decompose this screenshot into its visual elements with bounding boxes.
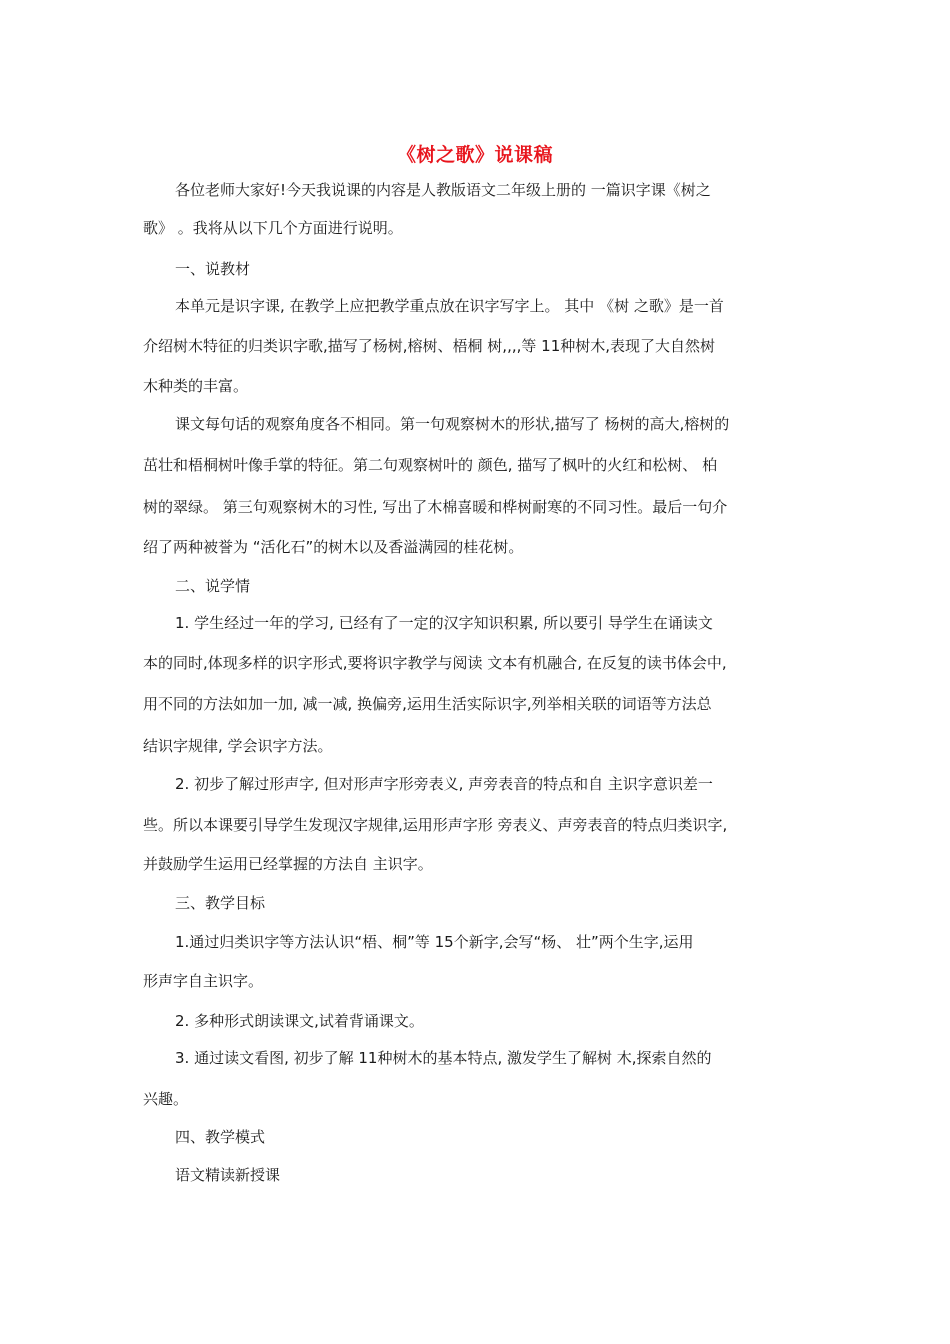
document-title: 《树之歌》说课稿 (396, 144, 553, 166)
paragraph-line: 1. 学生经过一年的学习, 已经有了一定的汉字知识积累, 所以要引 导学生在诵读文 (175, 614, 713, 632)
paragraph-line: 语文精读新授课 (175, 1166, 281, 1184)
paragraph-line: 树的翠绿。 第三句观察树木的习性, 写出了木棉喜暖和桦树耐寒的不同习性。最后一句介 (143, 498, 728, 516)
paragraph-line: 并鼓励学生运用已经掌握的方法自 主识字。 (143, 855, 433, 873)
section-heading: 四、教学模式 (175, 1128, 266, 1146)
paragraph-line: 形声字自主识字。 (143, 972, 264, 990)
paragraph-line: 1.通过归类识字等方法认识“梧、桐”等 15个新字,会写“杨、 壮”两个生字,运用 (175, 933, 694, 951)
paragraph-line: 介绍树木特征的归类识字歌,描写了杨树,榕树、梧桐 树,,,,等 11种树木,表现了大自然树 (143, 337, 716, 355)
paragraph-line: 绍了两种被誉为 “活化石”的树木以及香溢满园的桂花树。 (143, 538, 524, 556)
paragraph-line: 课文每句话的观察角度各不相同。第一句观察树木的形状,描写了 杨树的高大,榕树的 (175, 415, 730, 433)
paragraph-line: 木种类的丰富。 (143, 377, 249, 395)
paragraph-line: 2. 初步了解过形声字, 但对形声字形旁表义, 声旁表音的特点和自 主识字意识差一 (175, 775, 713, 793)
paragraph-line: 3. 通过读文看图, 初步了解 11种树木的基本特点, 激发学生了解树 木,探索自然的 (175, 1049, 712, 1067)
paragraph-line: 茁壮和梧桐树叶像手掌的特征。第二句观察树叶的 颜色, 描写了枫叶的火红和松树、 柏 (143, 456, 718, 474)
section-heading: 一、说教材 (175, 260, 251, 278)
paragraph-line: 2. 多种形式朗读课文,试着背诵课文。 (175, 1012, 424, 1030)
paragraph-line: 结识字规律, 学会识字方法。 (143, 737, 333, 755)
paragraph-line: 些。所以本课要引导学生发现汉字规律,运用形声字形 旁表义、声旁表音的特点归类识字, (143, 816, 728, 834)
section-heading: 三、教学目标 (175, 894, 266, 912)
paragraph-line: 各位老师大家好!今天我说课的内容是人教版语文二年级上册的 一篇识字课《树之 (175, 181, 711, 199)
paragraph-line: 歌》 。我将从以下几个方面进行说明。 (143, 219, 403, 237)
paragraph-line: 本单元是识字课, 在教学上应把教学重点放在识字写字上。 其中 《树 之歌》是一首 (175, 297, 724, 315)
section-heading: 二、说学情 (175, 577, 251, 595)
paragraph-line: 本的同时,体现多样的识字形式,要将识字教学与阅读 文本有机融合, 在反复的读书体会中, (143, 654, 727, 672)
paragraph-line: 兴趣。 (143, 1090, 189, 1108)
paragraph-line: 用不同的方法如加一加, 减一减, 换偏旁,运用生活实际识字,列举相关联的词语等方法总 (143, 695, 712, 713)
